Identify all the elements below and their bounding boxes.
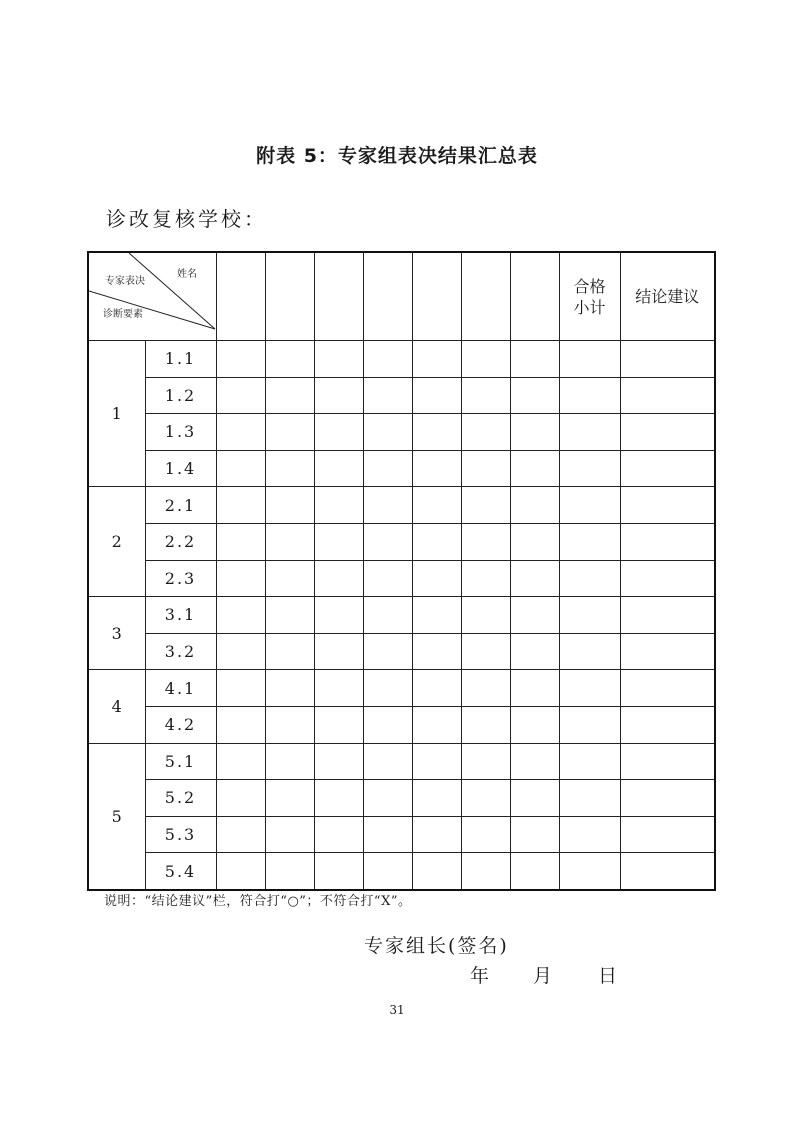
vote-cell[interactable]	[510, 487, 559, 524]
subtotal-cell[interactable]	[559, 706, 620, 743]
conclusion-cell[interactable]	[620, 633, 715, 670]
element-item-cell: 1.1	[145, 341, 216, 378]
vote-cell[interactable]	[363, 560, 412, 597]
vote-cell[interactable]	[461, 706, 510, 743]
vote-cell[interactable]	[216, 633, 265, 670]
element-item-cell: 2.2	[145, 523, 216, 560]
vote-cell[interactable]	[363, 597, 412, 634]
vote-cell[interactable]	[314, 816, 363, 853]
vote-cell[interactable]	[412, 743, 461, 780]
page-number: 31	[389, 1003, 405, 1017]
vote-cell[interactable]	[363, 523, 412, 560]
vote-cell[interactable]	[363, 633, 412, 670]
vote-cell[interactable]	[216, 560, 265, 597]
vote-cell[interactable]	[363, 414, 412, 451]
table-row	[88, 487, 715, 524]
table-row	[88, 816, 715, 853]
conclusion-cell[interactable]	[620, 414, 715, 451]
vote-cell[interactable]	[461, 816, 510, 853]
vote-cell[interactable]	[265, 853, 314, 890]
vote-cell[interactable]	[461, 450, 510, 487]
subtotal-cell[interactable]	[559, 560, 620, 597]
vote-cell[interactable]	[363, 780, 412, 817]
table-row	[88, 670, 715, 707]
expert-name-cell[interactable]	[510, 252, 559, 341]
vote-cell[interactable]	[216, 414, 265, 451]
vote-cell[interactable]	[314, 560, 363, 597]
element-item-cell: 3.2	[145, 633, 216, 670]
diagonal-lines	[89, 253, 217, 340]
vote-cell[interactable]	[510, 597, 559, 634]
table-row	[88, 341, 715, 378]
vote-cell[interactable]	[314, 633, 363, 670]
subtotal-cell[interactable]	[559, 816, 620, 853]
conclusion-cell[interactable]	[620, 450, 715, 487]
vote-cell[interactable]	[216, 487, 265, 524]
element-item-cell: 5.4	[145, 853, 216, 890]
vote-cell[interactable]	[461, 597, 510, 634]
subtotal-header: 合格 小计	[559, 252, 620, 341]
result-summary-table	[87, 251, 716, 891]
vote-cell[interactable]	[461, 780, 510, 817]
vote-cell[interactable]	[510, 780, 559, 817]
corner-vote-label: 专家表决	[105, 276, 145, 287]
vote-cell[interactable]	[216, 597, 265, 634]
vote-cell[interactable]	[216, 816, 265, 853]
corner-name-label: 姓名	[177, 269, 197, 280]
subtotal-cell[interactable]	[559, 377, 620, 414]
vote-cell[interactable]	[510, 670, 559, 707]
expert-name-cell[interactable]	[314, 252, 363, 341]
element-item-cell: 5.1	[145, 743, 216, 780]
vote-cell[interactable]	[363, 487, 412, 524]
conclusion-cell[interactable]	[620, 523, 715, 560]
table-row	[88, 743, 715, 780]
corner-element-label: 诊断要素	[103, 309, 143, 320]
table-row	[88, 597, 715, 634]
vote-cell[interactable]	[510, 706, 559, 743]
vote-cell[interactable]	[363, 377, 412, 414]
element-item-cell: 2.3	[145, 560, 216, 597]
vote-cell[interactable]	[265, 377, 314, 414]
subtotal-cell[interactable]	[559, 523, 620, 560]
vote-cell[interactable]	[510, 743, 559, 780]
vote-cell[interactable]	[412, 633, 461, 670]
vote-cell[interactable]	[265, 487, 314, 524]
vote-cell[interactable]	[510, 816, 559, 853]
vote-cell[interactable]	[314, 706, 363, 743]
vote-cell[interactable]	[314, 670, 363, 707]
vote-cell[interactable]	[314, 523, 363, 560]
table-row	[88, 450, 715, 487]
element-item-cell: 1.4	[145, 450, 216, 487]
vote-cell[interactable]	[412, 597, 461, 634]
table-row	[88, 523, 715, 560]
vote-cell[interactable]	[363, 450, 412, 487]
conclusion-header: 结论建议	[620, 252, 715, 341]
vote-cell[interactable]	[510, 341, 559, 378]
vote-cell[interactable]	[216, 853, 265, 890]
subtotal-cell[interactable]	[559, 853, 620, 890]
element-group-cell: 3	[88, 597, 145, 670]
element-item-cell: 2.1	[145, 487, 216, 524]
subtotal-cell[interactable]	[559, 487, 620, 524]
vote-cell[interactable]	[265, 560, 314, 597]
vote-cell[interactable]	[510, 853, 559, 890]
school-label: 诊改复核学校：	[106, 207, 267, 231]
vote-cell[interactable]	[461, 633, 510, 670]
conclusion-cell[interactable]	[620, 670, 715, 707]
vote-cell[interactable]	[265, 706, 314, 743]
element-item-cell: 5.3	[145, 816, 216, 853]
table-row	[88, 853, 715, 890]
subtotal-cell[interactable]	[559, 743, 620, 780]
vote-cell[interactable]	[461, 341, 510, 378]
element-item-cell: 3.1	[145, 597, 216, 634]
element-item-cell: 1.3	[145, 414, 216, 451]
vote-cell[interactable]	[265, 816, 314, 853]
vote-cell[interactable]	[510, 560, 559, 597]
subtotal-cell[interactable]	[559, 341, 620, 378]
subtotal-cell[interactable]	[559, 597, 620, 634]
vote-cell[interactable]	[314, 780, 363, 817]
vote-cell[interactable]	[216, 743, 265, 780]
diagonal-header-cell	[88, 252, 216, 341]
vote-cell[interactable]	[265, 780, 314, 817]
vote-cell[interactable]	[314, 597, 363, 634]
vote-cell[interactable]	[363, 743, 412, 780]
vote-cell[interactable]	[412, 414, 461, 451]
vote-cell[interactable]	[216, 450, 265, 487]
table-row	[88, 560, 715, 597]
vote-cell[interactable]	[461, 853, 510, 890]
vote-cell[interactable]	[363, 816, 412, 853]
date-year-label: 年	[470, 965, 490, 987]
vote-cell[interactable]	[412, 377, 461, 414]
table-row	[88, 377, 715, 414]
vote-cell[interactable]	[412, 706, 461, 743]
vote-cell[interactable]	[412, 450, 461, 487]
table-row	[88, 633, 715, 670]
subtotal-cell[interactable]	[559, 780, 620, 817]
vote-cell[interactable]	[412, 853, 461, 890]
vote-cell[interactable]	[216, 780, 265, 817]
vote-cell[interactable]	[265, 341, 314, 378]
vote-cell[interactable]	[510, 523, 559, 560]
conclusion-cell[interactable]	[620, 853, 715, 890]
subtotal-cell[interactable]	[559, 670, 620, 707]
element-item-cell: 4.2	[145, 706, 216, 743]
conclusion-cell[interactable]	[620, 706, 715, 743]
vote-cell[interactable]	[510, 450, 559, 487]
expert-name-cell[interactable]	[216, 252, 265, 341]
vote-cell[interactable]	[510, 414, 559, 451]
element-item-cell: 5.2	[145, 780, 216, 817]
vote-cell[interactable]	[461, 670, 510, 707]
vote-cell[interactable]	[363, 853, 412, 890]
expert-name-cell[interactable]	[265, 252, 314, 341]
vote-cell[interactable]	[412, 487, 461, 524]
vote-cell[interactable]	[216, 706, 265, 743]
vote-cell[interactable]	[412, 560, 461, 597]
vote-cell[interactable]	[510, 633, 559, 670]
vote-cell[interactable]	[265, 670, 314, 707]
table-row	[88, 414, 715, 451]
element-group-cell: 4	[88, 670, 145, 743]
vote-cell[interactable]	[265, 633, 314, 670]
element-group-cell: 5	[88, 743, 145, 890]
instruction-note: 说明：“结论建议”栏，符合打“○”；不符合打“X”。	[104, 894, 412, 909]
conclusion-cell[interactable]	[620, 377, 715, 414]
vote-cell[interactable]	[265, 523, 314, 560]
element-group-cell: 2	[88, 487, 145, 597]
conclusion-cell[interactable]	[620, 780, 715, 817]
vote-cell[interactable]	[314, 743, 363, 780]
vote-cell[interactable]	[461, 414, 510, 451]
vote-cell[interactable]	[363, 341, 412, 378]
header-row	[88, 252, 715, 341]
vote-cell[interactable]	[412, 670, 461, 707]
conclusion-cell[interactable]	[620, 487, 715, 524]
vote-cell[interactable]	[265, 414, 314, 451]
vote-cell[interactable]	[461, 377, 510, 414]
vote-cell[interactable]	[412, 341, 461, 378]
vote-cell[interactable]	[314, 341, 363, 378]
subtotal-cell[interactable]	[559, 450, 620, 487]
date-day-label: 日	[598, 965, 618, 987]
vote-cell[interactable]	[314, 377, 363, 414]
expert-name-cell[interactable]	[461, 252, 510, 341]
vote-cell[interactable]	[265, 743, 314, 780]
vote-cell[interactable]	[461, 560, 510, 597]
vote-cell[interactable]	[265, 450, 314, 487]
element-item-cell: 1.2	[145, 377, 216, 414]
vote-cell[interactable]	[461, 743, 510, 780]
element-group-cell: 1	[88, 341, 145, 487]
date-month-label: 月	[533, 965, 553, 987]
vote-cell[interactable]	[412, 780, 461, 817]
conclusion-cell[interactable]	[620, 341, 715, 378]
conclusion-cell[interactable]	[620, 560, 715, 597]
vote-cell[interactable]	[363, 670, 412, 707]
vote-cell[interactable]	[216, 341, 265, 378]
conclusion-cell[interactable]	[620, 816, 715, 853]
vote-cell[interactable]	[412, 523, 461, 560]
conclusion-cell[interactable]	[620, 597, 715, 634]
vote-cell[interactable]	[510, 377, 559, 414]
element-item-cell: 4.1	[145, 670, 216, 707]
subtotal-cell[interactable]	[559, 633, 620, 670]
conclusion-cell[interactable]	[620, 743, 715, 780]
vote-cell[interactable]	[314, 450, 363, 487]
vote-cell[interactable]	[314, 414, 363, 451]
vote-cell[interactable]	[461, 523, 510, 560]
vote-cell[interactable]	[265, 597, 314, 634]
table-row	[88, 780, 715, 817]
vote-cell[interactable]	[314, 853, 363, 890]
table-row	[88, 706, 715, 743]
page-title: 附表 5：专家组表决结果汇总表	[256, 145, 538, 167]
vote-cell[interactable]	[314, 487, 363, 524]
vote-cell[interactable]	[216, 670, 265, 707]
vote-cell[interactable]	[363, 706, 412, 743]
expert-name-cell[interactable]	[412, 252, 461, 341]
vote-cell[interactable]	[216, 377, 265, 414]
signature-label: 专家组长(签名)	[364, 935, 509, 957]
subtotal-cell[interactable]	[559, 414, 620, 451]
expert-name-cell[interactable]	[363, 252, 412, 341]
vote-cell[interactable]	[412, 816, 461, 853]
vote-cell[interactable]	[216, 523, 265, 560]
vote-cell[interactable]	[461, 487, 510, 524]
